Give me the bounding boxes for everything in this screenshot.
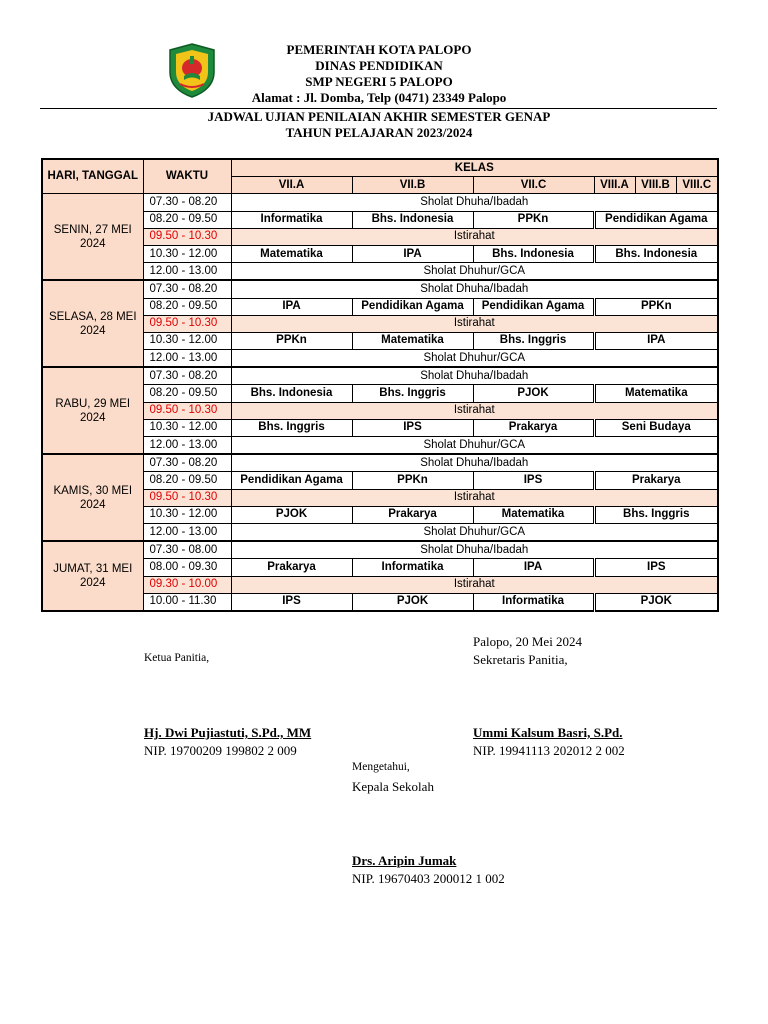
subject-cell: Seni Budaya	[594, 419, 718, 436]
time-cell: 12.00 - 13.00	[143, 523, 231, 541]
time-cell: 08.20 - 09.50	[143, 211, 231, 228]
table-row	[42, 454, 718, 472]
time-cell: 09.50 - 10.30	[143, 489, 231, 506]
left-signer-role: Ketua Panitia,	[144, 652, 210, 664]
class-header: VII.C	[473, 177, 594, 194]
break-cell: Istirahat	[231, 576, 718, 593]
subject-cell: Bhs. Inggris	[473, 332, 594, 349]
subject-cell: Prakarya	[473, 419, 594, 436]
letterhead	[150, 42, 608, 106]
head-role: Kepala Sekolah	[352, 779, 434, 794]
subject-cell: Pendidikan Agama	[231, 472, 352, 489]
table-row	[42, 298, 718, 315]
activity-cell: Sholat Dhuha/Ibadah	[231, 541, 718, 559]
class-header: VII.B	[352, 177, 473, 194]
subject-cell: PPKn	[352, 472, 473, 489]
break-cell: Istirahat	[231, 228, 718, 245]
time-cell: 10.00 - 11.30	[143, 593, 231, 611]
time-cell: 12.00 - 13.00	[143, 263, 231, 281]
subject-cell: PJOK	[231, 506, 352, 523]
table-row	[42, 506, 718, 523]
table-row	[42, 472, 718, 489]
table-row	[42, 437, 718, 455]
title-exam: JADWAL UJIAN PENILAIAN AKHIR SEMESTER GENAP	[207, 109, 551, 124]
table-row	[42, 245, 718, 262]
class-header: VIII.B	[635, 177, 676, 194]
exam-schedule-table	[41, 158, 719, 612]
time-cell: 10.30 - 12.00	[143, 332, 231, 349]
subject-cell: Bhs. Indonesia	[594, 245, 718, 262]
table-row	[42, 523, 718, 541]
subject-cell: Pendidikan Agama	[473, 298, 594, 315]
day-date-cell: RABU, 29 MEI 2024	[42, 367, 143, 454]
subject-cell: Informatika	[352, 559, 473, 576]
table-row	[42, 593, 718, 611]
class-header: VII.A	[231, 177, 352, 194]
time-cell: 08.20 - 09.50	[143, 472, 231, 489]
activity-cell: Sholat Dhuhur/GCA	[231, 263, 718, 281]
day-date-cell: SELASA, 28 MEI 2024	[42, 280, 143, 367]
subject-cell: IPS	[473, 472, 594, 489]
subject-cell: IPS	[231, 593, 352, 611]
day-date-cell: KAMIS, 30 MEI 2024	[42, 454, 143, 541]
subject-cell: Matematika	[231, 245, 352, 262]
activity-cell: Sholat Dhuha/Ibadah	[231, 280, 718, 298]
activity-cell: Sholat Dhuha/Ibadah	[231, 454, 718, 472]
subject-cell: Informatika	[473, 593, 594, 611]
activity-cell: Sholat Dhuhur/GCA	[231, 437, 718, 455]
subject-cell: Pendidikan Agama	[594, 211, 718, 228]
class-header: VIII.A	[594, 177, 635, 194]
table-row	[42, 228, 718, 245]
table-row	[42, 367, 718, 385]
time-cell: 09.50 - 10.30	[143, 315, 231, 332]
subject-cell: PPKn	[231, 332, 352, 349]
left-signer-nip: NIP. 19700209 199802 2 009	[144, 743, 297, 758]
subject-cell: Bhs. Indonesia	[473, 245, 594, 262]
time-cell: 07.30 - 08.20	[143, 454, 231, 472]
subject-cell: Bhs. Indonesia	[231, 385, 352, 402]
activity-cell: Sholat Dhuha/Ibadah	[231, 194, 718, 211]
subject-cell: IPS	[594, 559, 718, 576]
time-cell: 12.00 - 13.00	[143, 350, 231, 368]
subject-cell: IPA	[473, 559, 594, 576]
document-title	[150, 109, 608, 141]
table-row	[42, 419, 718, 436]
class-header: VIII.C	[676, 177, 718, 194]
column-header-time: WAKTU	[143, 159, 231, 194]
table-row	[42, 194, 718, 211]
subject-cell: Matematika	[594, 385, 718, 402]
table-row	[42, 211, 718, 228]
time-cell: 09.50 - 10.30	[143, 402, 231, 419]
break-cell: Istirahat	[231, 402, 718, 419]
subject-cell: Matematika	[473, 506, 594, 523]
header-school: SMP NEGERI 5 PALOPO	[305, 74, 453, 89]
subject-cell: Prakarya	[231, 559, 352, 576]
time-cell: 07.30 - 08.20	[143, 367, 231, 385]
table-row	[42, 385, 718, 402]
table-row	[42, 489, 718, 506]
subject-cell: IPA	[594, 332, 718, 349]
time-cell: 08.20 - 09.50	[143, 385, 231, 402]
right-signer-name: Ummi Kalsum Basri, S.Pd.	[473, 725, 623, 740]
day-date-cell: JUMAT, 31 MEI 2024	[42, 541, 143, 611]
time-cell: 09.30 - 10.00	[143, 576, 231, 593]
time-cell: 08.00 - 09.30	[143, 559, 231, 576]
schedule-body	[42, 194, 718, 611]
activity-cell: Sholat Dhuhur/GCA	[231, 523, 718, 541]
time-cell: 07.30 - 08.00	[143, 541, 231, 559]
column-header-kelas: KELAS	[231, 159, 718, 177]
subject-cell: Bhs. Inggris	[594, 506, 718, 523]
time-cell: 12.00 - 13.00	[143, 437, 231, 455]
header-address: Alamat : Jl. Domba, Telp (0471) 23349 Palopo	[251, 90, 507, 105]
time-cell: 10.30 - 12.00	[143, 245, 231, 262]
subject-cell: PJOK	[473, 385, 594, 402]
subject-cell: Prakarya	[594, 472, 718, 489]
header-department: DINAS PENDIDIKAN	[315, 58, 443, 73]
time-cell: 09.50 - 10.30	[143, 228, 231, 245]
acknowledged-label: Mengetahui,	[352, 761, 410, 773]
subject-cell: Prakarya	[352, 506, 473, 523]
subject-cell: Informatika	[231, 211, 352, 228]
table-row	[42, 576, 718, 593]
subject-cell: PJOK	[352, 593, 473, 611]
subject-cell: IPA	[231, 298, 352, 315]
column-header-day: HARI, TANGGAL	[42, 159, 143, 194]
head-name: Drs. Aripin Jumak	[352, 853, 457, 868]
table-row	[42, 263, 718, 281]
activity-cell: Sholat Dhuhur/GCA	[231, 350, 718, 368]
time-cell: 07.30 - 08.20	[143, 280, 231, 298]
subject-cell: Bhs. Indonesia	[352, 211, 473, 228]
break-cell: Istirahat	[231, 315, 718, 332]
table-row	[42, 280, 718, 298]
title-year: TAHUN PELAJARAN 2023/2024	[285, 125, 473, 140]
time-cell: 07.30 - 08.20	[143, 194, 231, 211]
subject-cell: Bhs. Inggris	[231, 419, 352, 436]
subject-cell: PPKn	[473, 211, 594, 228]
table-row	[42, 315, 718, 332]
header-government: PEMERINTAH KOTA PALOPO	[286, 42, 472, 57]
time-cell: 10.30 - 12.00	[143, 419, 231, 436]
time-cell: 08.20 - 09.50	[143, 298, 231, 315]
place-date: Palopo, 20 Mei 2024	[473, 634, 583, 649]
subject-cell: IPS	[352, 419, 473, 436]
time-cell: 10.30 - 12.00	[143, 506, 231, 523]
subject-cell: Bhs. Inggris	[352, 385, 473, 402]
table-row	[42, 541, 718, 559]
table-row	[42, 402, 718, 419]
day-date-cell: SENIN, 27 MEI 2024	[42, 194, 143, 280]
subject-cell: PJOK	[594, 593, 718, 611]
subject-cell: Pendidikan Agama	[352, 298, 473, 315]
break-cell: Istirahat	[231, 489, 718, 506]
subject-cell: IPA	[352, 245, 473, 262]
head-nip: NIP. 19670403 200012 1 002	[352, 871, 505, 886]
table-row	[42, 332, 718, 349]
table-row	[42, 350, 718, 368]
right-signer-role: Sekretaris Panitia,	[473, 652, 568, 667]
subject-cell: Matematika	[352, 332, 473, 349]
subject-cell: PPKn	[594, 298, 718, 315]
left-signer-name: Hj. Dwi Pujiastuti, S.Pd., MM	[144, 725, 312, 740]
table-row	[42, 559, 718, 576]
right-signer-nip: NIP. 19941113 202012 2 002	[473, 743, 625, 758]
activity-cell: Sholat Dhuha/Ibadah	[231, 367, 718, 385]
